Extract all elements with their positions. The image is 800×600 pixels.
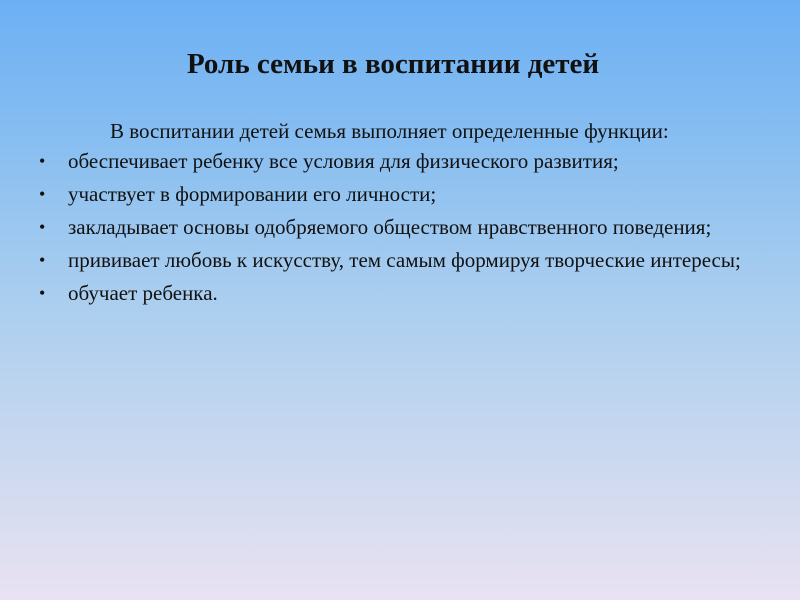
list-item	[39, 281, 742, 305]
bullet-icon: •	[39, 250, 46, 270]
list-item-text: закладывает основы одобряемого обществом нравственного поведения;	[68, 215, 712, 239]
list-item-text: обучает ребенка.	[68, 281, 218, 305]
list-item	[39, 248, 742, 272]
bullet-icon: •	[39, 283, 46, 303]
function-list	[39, 149, 742, 305]
list-item-text: прививает любовь к искусству, тем самым формируя творческие интересы;	[68, 248, 741, 272]
list-item-text: участвует в формировании его личности;	[68, 182, 437, 206]
bullet-icon: •	[39, 217, 46, 237]
list-item	[39, 149, 742, 173]
bullet-icon: •	[39, 184, 46, 204]
list-item-text: обеспечивает ребенку все условия для физического развития;	[68, 149, 619, 173]
bullet-icon: •	[39, 151, 46, 171]
slide-title: Роль семьи в воспитании детей	[186, 48, 600, 80]
slide-content	[39, 119, 742, 314]
list-item	[39, 182, 742, 206]
intro-paragraph: В воспитании детей семья выполняет определенные функции:	[110, 119, 669, 143]
list-item	[39, 215, 742, 239]
